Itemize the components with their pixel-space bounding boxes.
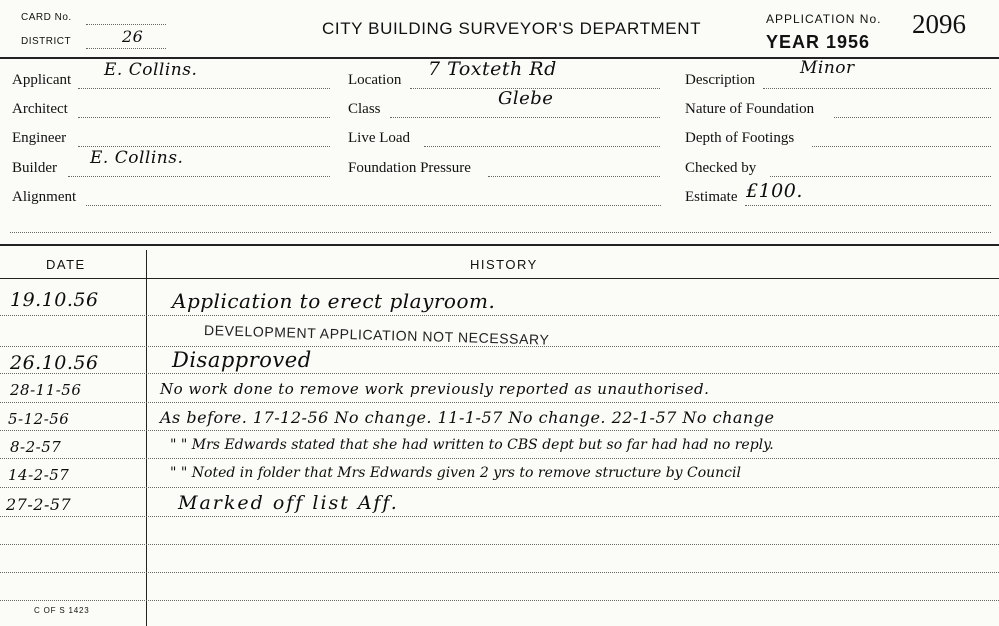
form-code: C OF S 1423 <box>34 606 90 615</box>
history-text: Disapproved <box>172 348 312 372</box>
history-date: 8-2-57 <box>10 438 62 456</box>
depth-of-footings-line <box>812 146 991 147</box>
history-column-header: HISTORY <box>470 257 538 272</box>
date-column-divider <box>146 250 147 626</box>
estimate-value: £100. <box>746 180 803 202</box>
history-text: Marked off list Aff. <box>178 492 399 514</box>
foundation-pressure-label: Foundation Pressure <box>348 160 471 176</box>
checked-by-label: Checked by <box>685 160 757 176</box>
applicant-label: Applicant <box>12 72 72 88</box>
district-line <box>86 48 166 49</box>
history-date: 14-2-57 <box>8 466 70 484</box>
history-text: As before. 17-12-56 No change. 11-1-57 No change. 22-1-57 No change <box>160 408 775 427</box>
history-rule <box>0 544 999 545</box>
live-load-label: Live Load <box>348 130 411 146</box>
class-label: Class <box>348 101 381 117</box>
applicant-line <box>78 88 330 89</box>
architect-line <box>78 117 330 118</box>
builder-line <box>68 176 330 177</box>
page-title: CITY BUILDING SURVEYOR'S DEPARTMENT <box>322 19 702 38</box>
builder-value: E. Collins. <box>90 148 184 168</box>
district-value: 26 <box>122 27 144 46</box>
history-rule <box>0 487 999 488</box>
estimate-line <box>745 205 991 206</box>
date-column-header: DATE <box>46 257 86 272</box>
description-line <box>763 88 991 89</box>
nature-of-foundation-line <box>834 117 991 118</box>
class-line <box>390 117 660 118</box>
alignment-label: Alignment <box>12 189 77 205</box>
builder-label: Builder <box>12 160 57 176</box>
history-rule <box>0 315 999 316</box>
history-date: 5-12-56 <box>8 410 70 428</box>
description-value: Minor <box>800 58 855 78</box>
history-rule <box>0 600 999 601</box>
history-text: " " Noted in folder that Mrs Edwards given 2 yrs to remove structure by Council <box>170 465 741 481</box>
engineer-line <box>78 146 330 147</box>
history-date: 28-11-56 <box>10 381 82 399</box>
card-no-line <box>86 24 166 25</box>
district-label: DISTRICT <box>21 36 72 47</box>
history-rule <box>0 402 999 403</box>
application-no: 2096 <box>912 9 966 39</box>
architect-label: Architect <box>12 101 68 117</box>
foundation-pressure-line <box>488 176 660 177</box>
history-rule <box>0 458 999 459</box>
class-value: Glebe <box>498 88 554 109</box>
development-stamp: DEVELOPMENT APPLICATION NOT NECESSARY <box>203 322 550 348</box>
location-label: Location <box>348 72 402 88</box>
history-top-rule <box>0 244 999 246</box>
applicant-value: E. Collins. <box>104 60 198 80</box>
checked-by-line <box>770 176 991 177</box>
year-label: YEAR 1956 <box>766 32 871 52</box>
engineer-label: Engineer <box>12 130 67 146</box>
details-bottom-line <box>10 232 991 233</box>
history-text: " " Mrs Edwards stated that she had written to CBS dept but so far had had no reply. <box>170 437 774 453</box>
card-no-label: CARD No. <box>21 12 72 23</box>
application-no-label: APPLICATION No. <box>766 12 882 26</box>
history-date: 27-2-57 <box>6 495 72 514</box>
live-load-line <box>424 146 660 147</box>
history-text: Application to erect playroom. <box>172 289 496 313</box>
estimate-label: Estimate <box>685 189 738 205</box>
history-date: 19.10.56 <box>10 289 99 311</box>
location-value: 7 Toxteth Rd <box>428 58 557 80</box>
history-rule <box>0 572 999 573</box>
history-rule <box>0 430 999 431</box>
history-date: 26.10.56 <box>10 352 99 374</box>
depth-of-footings-label: Depth of Footings <box>685 130 795 146</box>
history-rule <box>0 373 999 374</box>
column-header-rule <box>0 278 999 279</box>
alignment-line <box>86 205 661 206</box>
history-rule <box>0 516 999 517</box>
history-text: No work done to remove work previously reported as unauthorised. <box>160 380 710 398</box>
description-label: Description <box>685 72 755 88</box>
nature-of-foundation-label: Nature of Foundation <box>685 101 815 117</box>
